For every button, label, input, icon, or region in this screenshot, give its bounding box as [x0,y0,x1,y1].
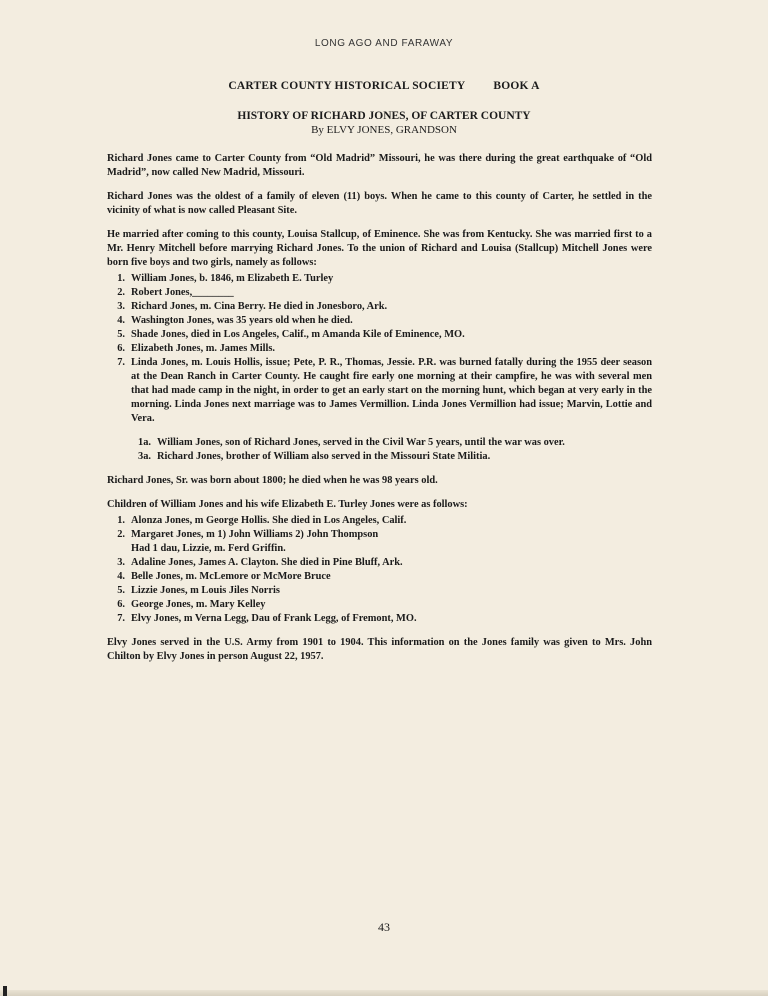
page-number: 43 [378,920,390,934]
list-item: 7. Linda Jones, m. Louis Hollis, issue; Pete, P. R., Thomas, Jessie. P.R. was burned fatally during the 1955 deer season at the Dean Ranch in Carter County. He caught fire early one morning at their campfire, he was with several men that had made camp in the night, in order to get an early start on the morning hunt, which began at very early in the morning. Linda Jones next marriage was to James Vermillion. Linda Jones Vermillion had issue; Marvin, Lottie and Vera. [117,357,652,424]
richard-children-list [107,272,652,426]
document-title [0,80,768,92]
paragraph-origin: Richard Jones came to Carter County from “Old Madrid” Missouri, he was there during the great earthquake of “Old Madrid”, now called New Madrid, Missouri. [107,153,652,178]
list-item: 2. Margaret Jones, m 1) John Williams 2) John Thompson Had 1 dau, Lizzie, m. Ferd Griffin. [107,528,652,556]
paragraph-william-children: Children of William Jones and his wife Elizabeth E. Turley Jones were as follows: [107,499,468,510]
list-item: 3. Adaline Jones, James A. Clayton. She died in Pine Bluff, Ark. [117,557,403,568]
article-body [107,152,652,674]
note-row: 1a. William Jones, son of Richard Jones, served in the Civil War 5 years, until the war was over. [138,437,565,448]
list-item: 5. Shade Jones, died in Los Angeles, Calif., m Amanda Kile of Eminence, MO. [117,329,465,340]
article-title: HISTORY OF RICHARD JONES, OF CARTER COUNTY [237,110,531,122]
book-label: BOOK A [493,80,540,92]
running-header: LONG AGO AND FARAWAY [314,38,454,49]
list-subline: Had 1 dau, Lizzie, m. Ferd Griffin. [131,543,286,554]
note-row: 3a. Richard Jones, brother of William also served in the Missouri State Militia. [138,451,491,462]
list-item: 5. Lizzie Jones, m Louis Jiles Norris [117,585,280,596]
scan-mark [3,986,7,996]
paragraph-birth: Richard Jones, Sr. was born about 1800; he died when he was 98 years old. [107,475,438,486]
society-title: CARTER COUNTY HISTORICAL SOCIETY [228,80,466,92]
paragraph-marriage: He married after coming to this county, Louisa Stallcup, of Eminence. She was from Kentucky. She was married first to a Mr. Henry Mitchell before marrying Richard Jones. To the union of Richard and Louisa (Stallcup) Mitchell Jones were born five boys and two girls, namely as follows: [107,229,652,268]
list-item: 1. William Jones, b. 1846, m Elizabeth E. Turley [117,273,334,284]
list-item: 1. Alonza Jones, m George Hollis. She died in Los Angeles, Calif. [117,515,407,526]
list-item: 4. Washington Jones, was 35 years old when he died. [117,315,353,326]
list-item: 2. Robert Jones,________ [117,287,234,298]
william-children-list [107,514,652,626]
paragraph-family: Richard Jones was the oldest of a family of eleven (11) boys. When he came to this county of Carter, he settled in the vicinity of what is now called Pleasant Site. [107,191,652,216]
list-item: 3. Richard Jones, m. Cina Berry. He died in Jonesboro, Ark. [117,301,388,312]
scan-edge [0,990,768,996]
byline: By ELVY JONES, GRANDSON [311,124,457,136]
list-item: 6. George Jones, m. Mary Kelley [117,599,266,610]
list-item: 4. Belle Jones, m. McLemore or McMore Bruce [117,571,331,582]
service-notes [107,436,652,464]
paragraph-army-service: Elvy Jones served in the U.S. Army from 1901 to 1904. This information on the Jones family was given to Mrs. John Chilton by Elvy Jones in person August 22, 1957. [107,637,652,662]
list-item: 7. Elvy Jones, m Verna Legg, Dau of Frank Legg, of Fremont, MO. [117,613,417,624]
list-item: 6. Elizabeth Jones, m. James Mills. [117,343,276,354]
